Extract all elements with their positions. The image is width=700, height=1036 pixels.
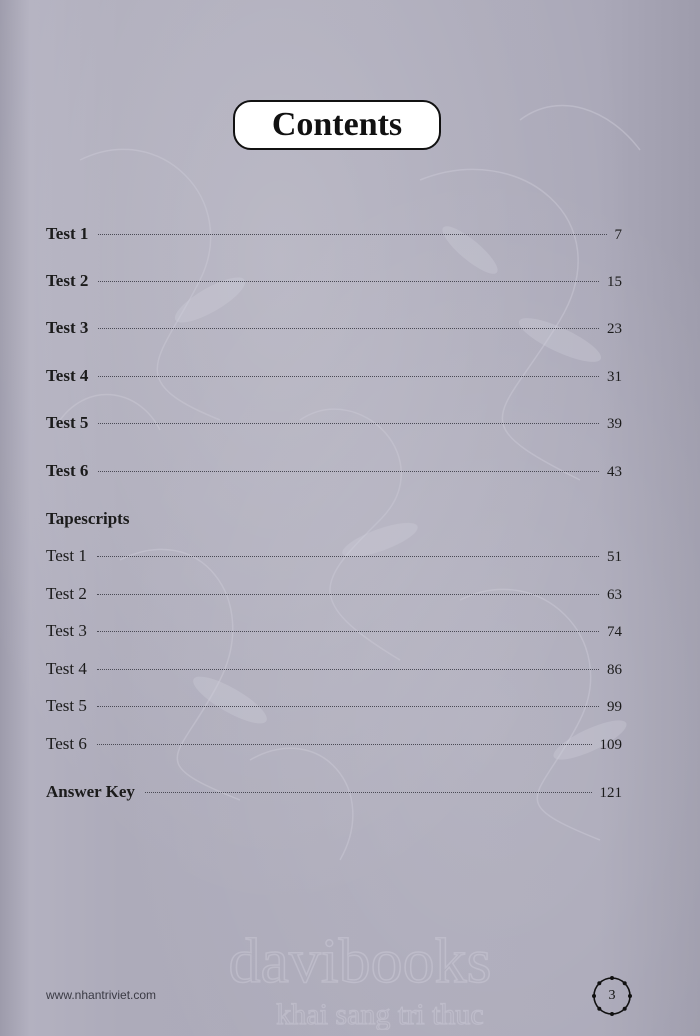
toc-entry-page: 23 bbox=[607, 321, 622, 337]
toc-entry-label: Test 1 bbox=[46, 546, 87, 565]
dot-leader bbox=[98, 375, 599, 377]
toc-entry-page: 74 bbox=[607, 624, 622, 640]
toc-entry-page: 109 bbox=[599, 737, 622, 753]
dot-leader bbox=[98, 327, 599, 329]
dot-leader bbox=[97, 743, 592, 745]
dot-leader bbox=[97, 593, 599, 595]
toc-entry-label: Test 5 bbox=[46, 696, 87, 715]
publisher-watermark-logo bbox=[150, 920, 570, 1030]
toc-entry-test-2[interactable] bbox=[46, 271, 622, 295]
toc-entry-tapescript-test-4[interactable] bbox=[46, 659, 622, 683]
toc-entry-label: Test 6 bbox=[46, 734, 87, 753]
toc-entry-label: Test 4 bbox=[46, 659, 87, 678]
toc-entry-test-1[interactable] bbox=[46, 224, 622, 248]
toc-entry-test-5[interactable] bbox=[46, 413, 622, 437]
contents-title-box bbox=[233, 100, 441, 150]
toc-entry-label: Test 2 bbox=[46, 271, 89, 290]
toc-entry-page: 7 bbox=[614, 227, 622, 243]
toc-entry-tapescript-test-6[interactable] bbox=[46, 734, 622, 758]
toc-entry-test-3[interactable] bbox=[46, 318, 622, 342]
toc-entry-label: Test 5 bbox=[46, 413, 89, 432]
toc-entry-page: 15 bbox=[607, 274, 622, 290]
page-number: 3 bbox=[608, 988, 616, 1003]
page-number-badge bbox=[588, 972, 636, 1020]
toc-entry-page: 39 bbox=[607, 416, 622, 432]
toc-entry-test-4[interactable] bbox=[46, 366, 622, 390]
toc-entry-label: Test 3 bbox=[46, 621, 87, 640]
dot-leader bbox=[97, 555, 599, 557]
toc-entry-page: 31 bbox=[607, 369, 622, 385]
toc-entry-page: 121 bbox=[599, 785, 622, 801]
toc-entry-tapescript-test-3[interactable] bbox=[46, 621, 622, 645]
page-title: Contents bbox=[271, 106, 403, 143]
toc-entry-page: 51 bbox=[607, 549, 622, 565]
dot-leader bbox=[98, 422, 599, 424]
toc-entry-label: Test 6 bbox=[46, 461, 89, 480]
toc-entry-test-6[interactable] bbox=[46, 461, 622, 485]
svg-text:davibooks: davibooks bbox=[228, 925, 492, 996]
toc-entry-answer-key[interactable] bbox=[46, 782, 622, 806]
toc-entry-page: 63 bbox=[607, 587, 622, 603]
toc-entry-page: 99 bbox=[607, 699, 622, 715]
toc-entry-label: Test 4 bbox=[46, 366, 89, 385]
toc-entry-tapescript-test-2[interactable] bbox=[46, 584, 622, 608]
dot-leader bbox=[97, 705, 599, 707]
toc-entry-label: Test 1 bbox=[46, 224, 89, 243]
toc-entry-tapescript-test-1[interactable] bbox=[46, 546, 622, 570]
toc-entry-label: Answer Key bbox=[46, 782, 135, 801]
dot-leader bbox=[98, 280, 599, 282]
toc-entry-label: Test 2 bbox=[46, 584, 87, 603]
toc-entry-label: Test 3 bbox=[46, 318, 89, 337]
dot-leader bbox=[145, 791, 592, 793]
toc-entry-page: 43 bbox=[607, 464, 622, 480]
dot-leader bbox=[98, 470, 599, 472]
toc-entry-tapescript-test-5[interactable] bbox=[46, 696, 622, 720]
tapescripts-heading: Tapescripts bbox=[46, 509, 130, 528]
publisher-url: www.nhantriviet.com bbox=[46, 988, 157, 1002]
svg-text:khai sang tri thuc: khai sang tri thuc bbox=[276, 998, 484, 1030]
toc-entry-page: 86 bbox=[607, 662, 622, 678]
dot-leader bbox=[97, 630, 599, 632]
dot-leader bbox=[98, 233, 606, 235]
dot-leader bbox=[97, 668, 599, 670]
